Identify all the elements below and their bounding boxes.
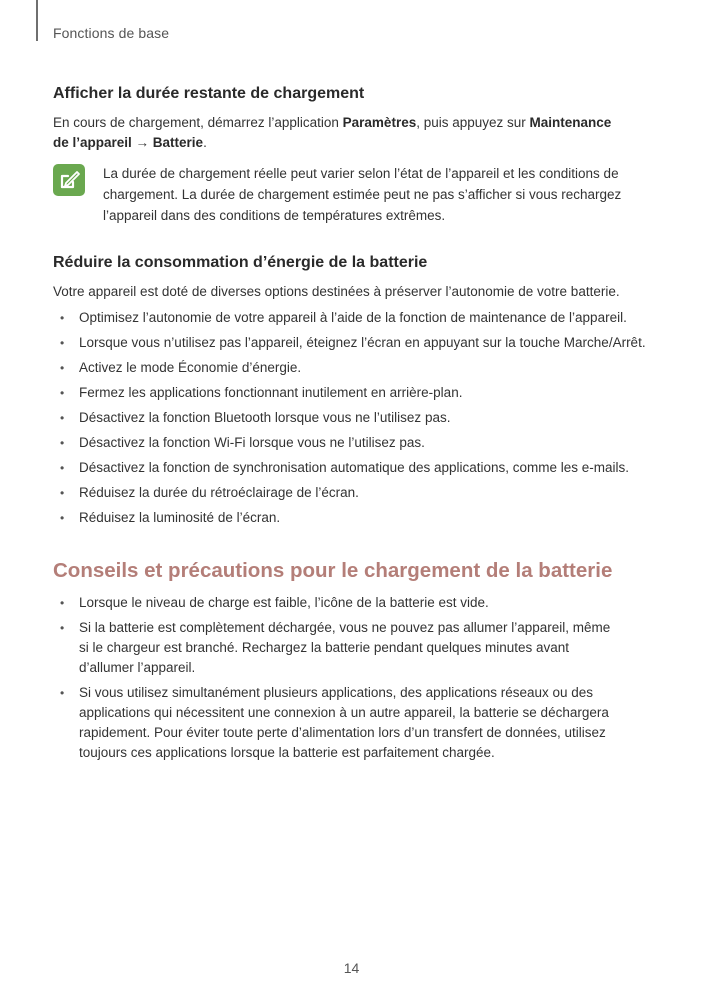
bullet-dot: • [60,486,65,500]
list-item [53,383,653,403]
note-text: La durée de chargement réelle peut varier selon l’état de l’appareil et les conditions de chargement. La durée de chargement estimée peut ne pas s’afficher si vous rechargez l’appareil dans des conditions de températures extrêmes. [103,166,622,223]
list-item-text: Réduisez la durée du rétroéclairage de l’écran. [79,485,359,500]
chapter-title-charging-tips: Conseils et précautions pour le chargement de la batterie [53,559,613,582]
list-item [53,483,653,503]
text-run: En cours de chargement, démarrez l’application [53,115,343,130]
list-item [53,408,653,428]
list-item-text: Réduisez la luminosité de l’écran. [79,510,281,525]
bullet-dot: • [60,411,65,425]
list-item-text: Désactivez la fonction Wi-Fi lorsque vous ne l’utilisez pas. [79,435,425,450]
list-item [53,458,653,478]
running-header: Fonctions de base [53,25,170,41]
header-rule [36,0,38,41]
bullet-dot: • [60,621,65,635]
list-item [53,618,623,678]
bullet-dot: • [60,361,65,375]
list-item-text: Activez le mode Économie d’énergie. [79,360,302,375]
bullet-dot: • [60,596,65,610]
bullet-dot: • [60,336,65,350]
list-item-text: Lorsque le niveau de charge est faible, l’icône de la batterie est vide. [79,595,489,610]
list-item [53,508,653,528]
page-number: 14 [343,960,360,976]
text-run: , puis appuyez sur [416,115,530,130]
list-item [53,593,623,613]
list-item [53,333,653,353]
battery-tips-list [53,308,653,528]
charge-time-instructions [53,113,628,153]
note-block [53,163,653,226]
bullet-dot: • [60,686,65,700]
list-item-text: Si vous utilisez simultanément plusieurs applications, des applications réseaux ou des applications qui nécessitent une connexion à un autre appareil, la batterie se déchargera rapidement. Pour éviter toute perte d’alimentation lors d’un transfert de données, utilisez toujours ces applications lorsque la batterie est parfaitement chargée. [79,685,609,760]
list-item-text: Optimisez l’autonomie de votre appareil à l’aide de la fonction de maintenance de l’appareil. [79,310,627,325]
note-pencil-icon [53,164,85,196]
bullet-dot: • [60,511,65,525]
list-item-text: Désactivez la fonction Bluetooth lorsque vous ne l’utilisez pas. [79,410,451,425]
list-item [53,683,623,763]
reduce-consumption-intro: Votre appareil est doté de diverses options destinées à préserver l’autonomie de votre batterie. [53,284,620,299]
bullet-dot: • [60,386,65,400]
section-title-charge-time: Afficher la durée restante de chargement [53,85,365,102]
menu-term-parametres: Paramètres [342,115,417,130]
bullet-dot: • [60,461,65,475]
menu-term-batterie: Batterie [152,135,204,150]
charging-precautions-list [53,593,623,763]
list-item-text: Désactivez la fonction de synchronisation automatique des applications, comme les e-mails. [79,460,630,475]
section-title-reduce-consumption: Réduire la consommation d’énergie de la batterie [53,254,428,271]
list-item [53,433,653,453]
list-item [53,308,653,328]
bullet-dot: • [60,311,65,325]
bullet-dot: • [60,436,65,450]
arrow-separator: → [131,135,153,150]
menu-term-maintenance: Maintenance de l’appareil [53,115,612,150]
text-run: . [203,135,207,150]
list-item-text: Si la batterie est complètement déchargée, vous ne pouvez pas allumer l’appareil, même si le chargeur est branché. Rechargez la batterie pendant quelques minutes avant d’allumer l’appareil. [79,620,611,675]
list-item-text: Fermez les applications fonctionnant inutilement en arrière-plan. [79,385,463,400]
list-item-text: Lorsque vous n’utilisez pas l’appareil, éteignez l’écran en appuyant sur la touche Marche/Arrêt. [79,335,646,350]
list-item [53,358,653,378]
page-content [53,84,653,763]
